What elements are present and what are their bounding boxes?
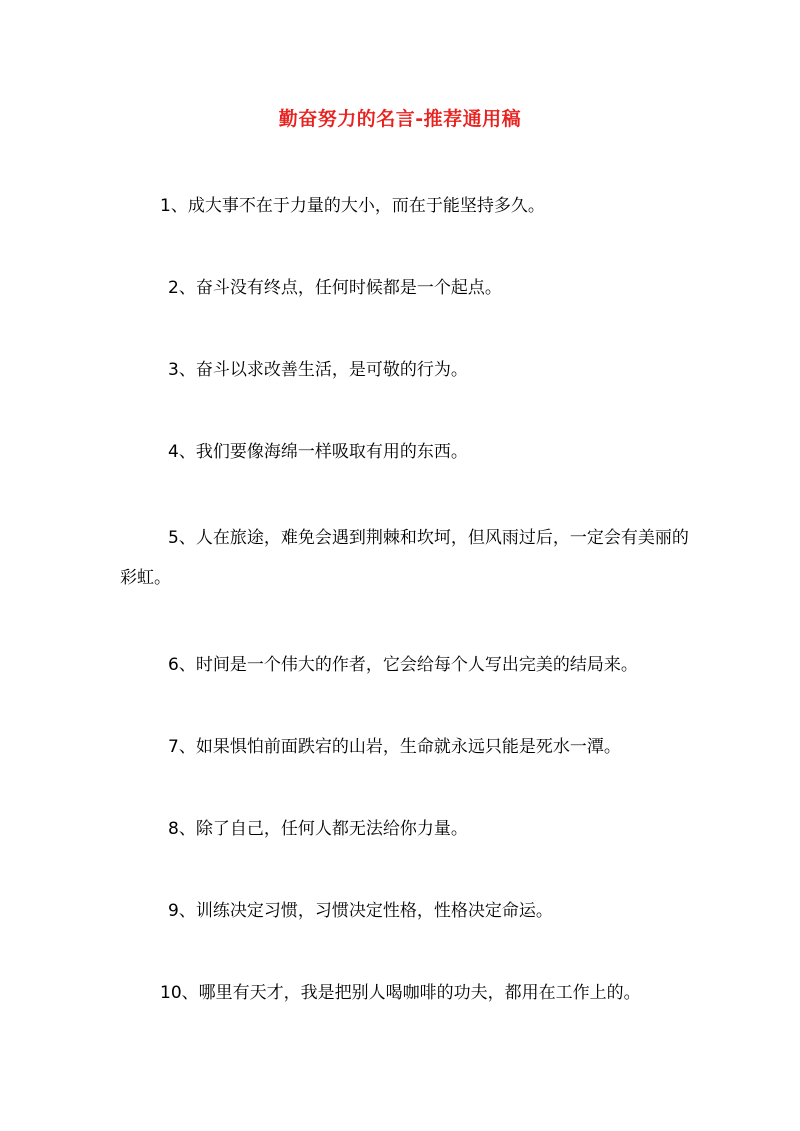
quote-10: 10、哪里有天才，我是把别人喝咖啡的功夫，都用在工作上的。 [160, 983, 641, 1003]
quote-4: 4、我们要像海绵一样吸取有用的东西。 [168, 442, 468, 462]
quote-7: 7、如果惧怕前面跌宕的山岩，生命就永远只能是死水一潭。 [168, 737, 621, 757]
document-title: 勤奋努力的名言-推荐通用稿 [278, 108, 522, 130]
quote-5: 5、人在旅途，难免会遇到荆棘和坎坷，但风雨过后，一定会有美丽的彩虹。 [120, 528, 689, 588]
quote-1: 1、成大事不在于力量的大小，而在于能坚持多久。 [160, 196, 545, 216]
quote-2: 2、奋斗没有终点，任何时候都是一个起点。 [168, 278, 502, 298]
quote-3: 3、奋斗以求改善生活，是可敬的行为。 [168, 360, 468, 380]
quote-6: 6、时间是一个伟大的作者，它会给每个人写出完美的结局来。 [168, 655, 638, 675]
quote-8: 8、除了自己，任何人都无法给你力量。 [168, 819, 468, 839]
quote-9: 9、训练决定习惯，习惯决定性格，性格决定命运。 [168, 901, 553, 921]
